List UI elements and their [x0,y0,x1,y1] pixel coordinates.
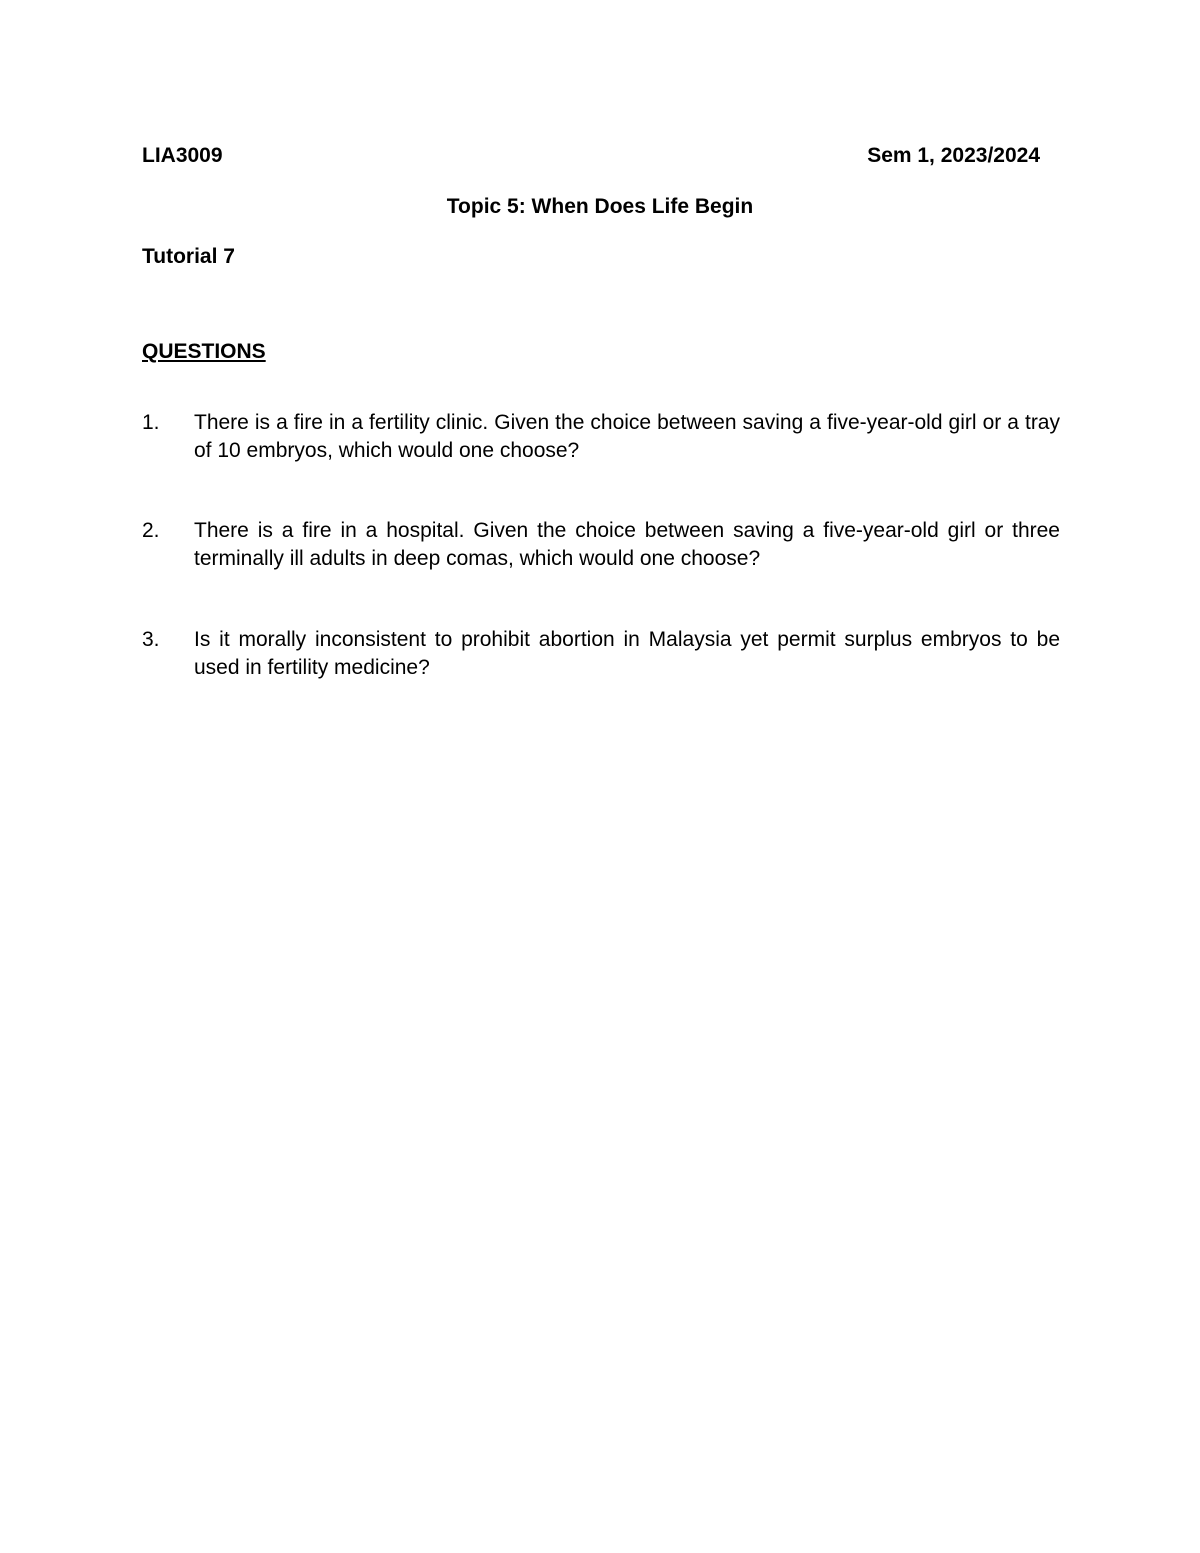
question-text: There is a fire in a fertility clinic. Given the choice between saving a five-year-old girl or a tray of 10 embryos, which would one choose? [194,411,1060,462]
topic-title: Topic 5: When Does Life Begin [446,195,754,218]
questions-heading: QUESTIONS [142,340,266,363]
semester-label: Sem 1, 2023/2024 [867,144,1040,167]
question-number: 1. [142,411,160,434]
question-text: Is it morally inconsistent to prohibit abortion in Malaysia yet permit surplus embryos to be used in fertility medicine? [194,628,1060,679]
course-code: LIA3009 [142,144,223,167]
question-number: 2. [142,519,160,542]
tutorial-label: Tutorial 7 [142,245,235,268]
document-header [142,141,1040,171]
question-number: 3. [142,628,160,651]
question-text: There is a fire in a hospital. Given the choice between saving a five-year-old girl or three terminally ill adults in deep comas, which would one choose? [194,519,1060,570]
